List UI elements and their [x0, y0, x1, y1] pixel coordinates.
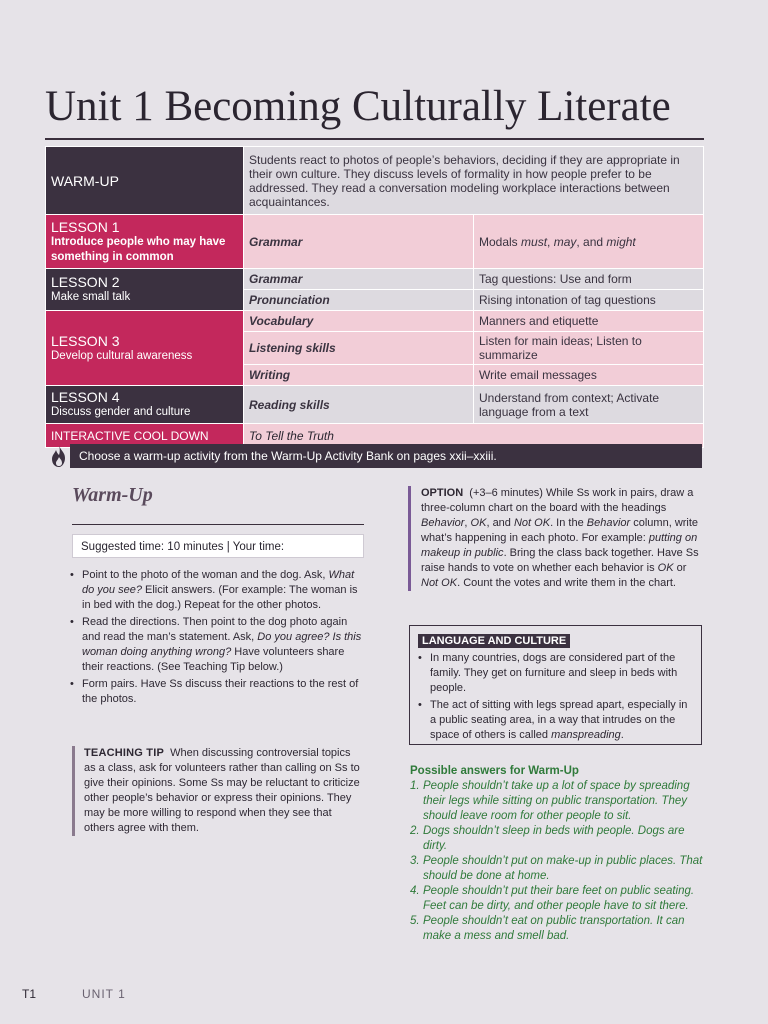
answers-list	[410, 779, 704, 944]
list-item: 3. People shouldn’t put on make-up in public places. That should be done at home.	[410, 855, 703, 882]
table-row	[46, 311, 704, 332]
list-item: 2. Dogs shouldn’t sleep in beds with people. Dogs are dirty.	[410, 825, 685, 852]
lesson-name: LESSON 3	[51, 332, 120, 349]
option-label: OPTION	[421, 487, 464, 499]
lesson-4-cell	[46, 386, 244, 424]
warmup-bank-banner: Choose a warm-up activity from the Warm-Up Activity Bank on pages xxii–xxiii.	[70, 444, 702, 468]
flame-icon	[49, 444, 69, 468]
teaching-tip	[72, 746, 364, 836]
unit-overview-table	[45, 146, 704, 448]
language-culture-label: LANGUAGE AND CULTURE	[418, 634, 570, 648]
cooldown-label: INTERACTIVE COOL DOWN	[46, 424, 244, 448]
page-number: T1	[22, 987, 37, 1001]
list-item: • Point to the photo of the woman and the dog. Ask, What do you see? Elicit answers. (For example: The woman is in bed with the dog.) Repeat for the other photos.	[70, 568, 364, 613]
skill-description: Listen for main ideas; Listen to summarize	[474, 332, 704, 365]
lesson-goal: Introduce people who may have something in common	[51, 235, 226, 263]
option-note	[408, 486, 704, 591]
lesson-name: LESSON 1	[51, 218, 120, 235]
warmup-label-cell: WARM-UP	[46, 147, 244, 215]
skill-label: Vocabulary	[244, 311, 474, 332]
warmup-steps	[70, 568, 364, 709]
page-title: Unit 1 Becoming Culturally Literate	[45, 83, 671, 130]
answers-heading: Possible answers for Warm-Up	[410, 765, 579, 777]
list-item: • Form pairs. Have Ss discuss their reactions to the rest of the photos.	[70, 677, 364, 707]
skill-description: Understand from context; Activate language from a text	[474, 386, 704, 424]
warmup-heading: Warm-Up	[72, 484, 153, 506]
list-item: 5. People shouldn’t eat on public transportation. It can make a mess and smell bad.	[410, 915, 685, 942]
skill-description: Manners and etiquette	[474, 311, 704, 332]
lesson-goal: Make small talk	[51, 291, 131, 303]
footer-unit-label: UNIT 1	[82, 987, 126, 1001]
lesson-1-cell	[46, 215, 244, 269]
table-row	[46, 215, 704, 269]
skill-description: Tag questions: Use and form	[474, 269, 704, 290]
lesson-goal: Develop cultural awareness	[51, 349, 193, 362]
title-divider	[45, 138, 704, 140]
lesson-name: LESSON 2	[51, 274, 120, 290]
list-item: • Read the directions. Then point to the dog photo again and read the man’s statement. Ask, Do you agree? Is this woman doing anything wrong? Have volunteers share their reactions. (See Teaching Tip below.)	[70, 615, 364, 675]
skill-label: Reading skills	[244, 386, 474, 424]
lesson-name: LESSON 4	[51, 389, 120, 405]
warmup-divider	[72, 524, 364, 525]
skill-description: Modals must, may, and might	[474, 215, 704, 269]
lesson-2-cell	[46, 269, 244, 311]
skill-label: Listening skills	[244, 332, 474, 365]
list-item: 4. People shouldn’t put their bare feet on public seating. Feet can be dirty, and other people have to sit there.	[410, 885, 695, 912]
skill-description: Write email messages	[474, 365, 704, 386]
lesson-3-cell	[46, 311, 244, 386]
skill-label: Grammar	[244, 215, 474, 269]
skill-label: Pronunciation	[244, 290, 474, 311]
suggested-time-box: Suggested time: 10 minutes | Your time:	[72, 534, 364, 558]
teaching-tip-label: TEACHING TIP	[84, 747, 165, 759]
list-item: • The act of sitting with legs spread apart, especially in a public seating area, in a way that intrudes on the space of others is called manspreading.	[418, 698, 693, 743]
table-row	[46, 386, 704, 424]
table-row	[46, 269, 704, 290]
lesson-goal: Discuss gender and culture	[51, 406, 191, 418]
possible-answers	[410, 764, 704, 944]
list-item: • In many countries, dogs are considered part of the family. They get on furniture and sleep in beds with people.	[418, 651, 693, 696]
table-row	[46, 147, 704, 215]
skill-label: Writing	[244, 365, 474, 386]
language-culture-list	[418, 651, 693, 743]
warmup-description: Students react to photos of people’s behaviors, deciding if they are appropriate in their own culture. They discuss levels of formality in how people prefer to be addressed. They read a conversation modeling workplace interactions between acquaintances.	[244, 147, 704, 215]
skill-description: Rising intonation of tag questions	[474, 290, 704, 311]
option-text: (+3–6 minutes) While Ss work in pairs, draw a three-column chart on the board with the headings Behavior, OK, and Not OK. In the Behavior column, write what’s happening in each photo. For example: putting on makeup in public. Bring the class back together. Have Ss raise hands to vote on whether each behavior is OK or Not OK. Count the votes and write them in the chart.	[421, 487, 699, 589]
cooldown-description: To Tell the Truth	[244, 424, 704, 448]
teaching-tip-text: When discussing controversial topics as a class, ask for volunteers rather than calling on Ss to give their opinions. Some Ss may be reluctant to criticize other people’s behavior or express their opinions. They may be more willing to respond when they see that others agree with them.	[84, 747, 360, 834]
language-culture-box	[409, 625, 702, 745]
list-item: 1. People shouldn’t take up a lot of space by spreading their legs while sitting on public transportation. They should leave room for other people to sit.	[410, 780, 690, 822]
skill-label: Grammar	[244, 269, 474, 290]
